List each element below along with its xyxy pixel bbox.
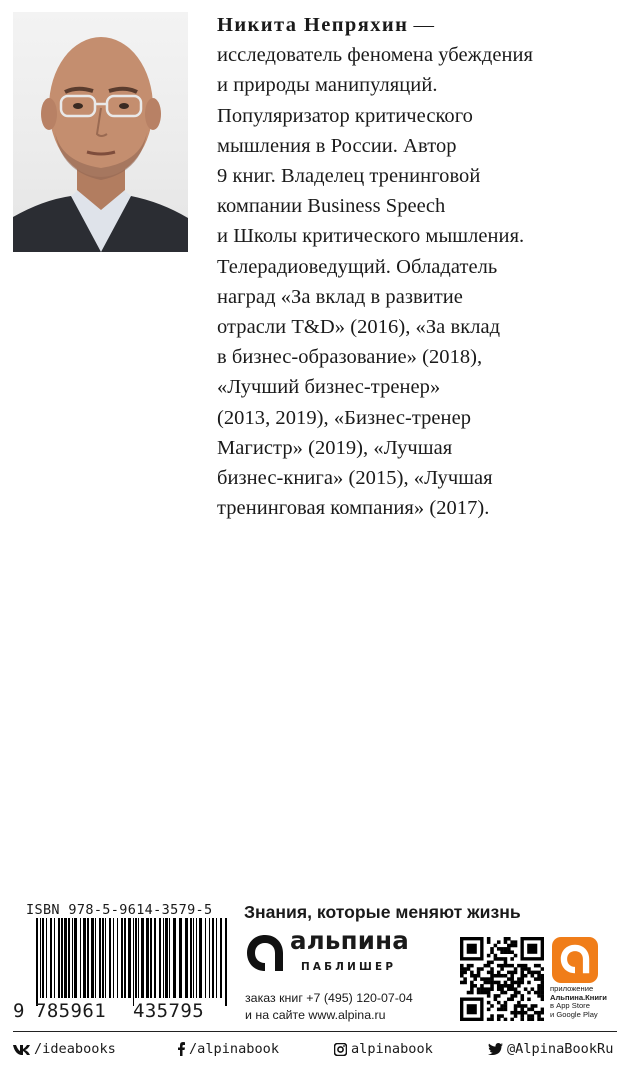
bio-line: отрасли T&D» (2016), «За вклад — [217, 316, 501, 339]
bio-line: «Лучший бизнес-тренер» — [217, 376, 441, 399]
social-facebook[interactable] — [178, 1040, 279, 1058]
bio-line: мышления в России. Автор — [217, 134, 457, 157]
bio-line: и Школы критического мышления. — [217, 225, 525, 248]
twitter-handle: @AlpinaBookRu — [507, 1041, 614, 1057]
author-name: Никита Непряхин — [217, 14, 409, 36]
ean-first-digit: 9 — [13, 1000, 25, 1022]
ean-barcode — [36, 918, 228, 1006]
ean-digits — [13, 1000, 227, 1022]
vk-handle: /ideabooks — [34, 1041, 116, 1057]
bio-line: 9 книг. Владелец тренинговой — [217, 165, 481, 188]
social-vk[interactable] — [13, 1040, 116, 1058]
qr-code-icon — [460, 937, 544, 1021]
twitter-icon — [488, 1043, 503, 1055]
app-line-1: приложение — [550, 984, 594, 993]
bio-line: наград «За вклад в развитие — [217, 285, 463, 308]
bio-first-line — [217, 10, 622, 40]
bio-line: тренинговая компания» (2017). — [217, 497, 490, 520]
publisher-slogan: Знания, которые меняют жизнь — [244, 902, 521, 922]
app-line-3: в App Store — [550, 1001, 590, 1011]
app-store-note — [550, 985, 626, 1020]
app-line-4: и Google Play — [550, 1010, 598, 1020]
bio-line: Магистр» (2019), «Лучшая — [217, 436, 453, 459]
bio-line: в бизнес-образование» (2018), — [217, 346, 483, 369]
ean-left-group: 785961 — [35, 1000, 107, 1022]
instagram-icon — [334, 1043, 347, 1056]
social-twitter[interactable] — [488, 1040, 613, 1058]
app-line-2: Альпина.Книги — [550, 992, 607, 1002]
bio-line: исследователь феномена убеждения — [217, 44, 534, 67]
order-phone: заказ книг +7 (495) 120-07-04 — [245, 991, 413, 1005]
order-site: и на сайте www.alpina.ru — [245, 1008, 386, 1022]
instagram-handle: alpinabook — [351, 1041, 433, 1057]
isbn-label: ISBN 978-5-9614-3579-5 — [26, 902, 213, 918]
alpina-books-app-icon — [552, 937, 598, 983]
publisher-name: альпина — [290, 926, 409, 955]
alpina-logo-icon — [246, 934, 284, 972]
bio-line: бизнес-книга» (2015), «Лучшая — [217, 467, 493, 490]
facebook-icon — [178, 1042, 185, 1056]
social-instagram[interactable] — [334, 1040, 433, 1058]
bio-line: и природы манипуляций. — [217, 74, 438, 97]
ean-right-group: 435795 — [133, 1000, 205, 1022]
vk-icon — [13, 1044, 30, 1055]
footer-divider — [13, 1031, 617, 1032]
facebook-handle: /alpinabook — [189, 1041, 280, 1057]
name-dash: — — [408, 14, 435, 36]
bio-line: Популяризатор критического — [217, 104, 473, 127]
bio-line: (2013, 2019), «Бизнес-тренер — [217, 406, 472, 429]
publisher-sub: ПАБЛИШЕР — [301, 961, 397, 973]
bio-line: компании Business Speech — [217, 195, 446, 218]
bio-line: Телерадиоведущий. Обладатель — [217, 255, 498, 278]
author-photo — [13, 12, 188, 252]
author-bio — [217, 10, 622, 523]
